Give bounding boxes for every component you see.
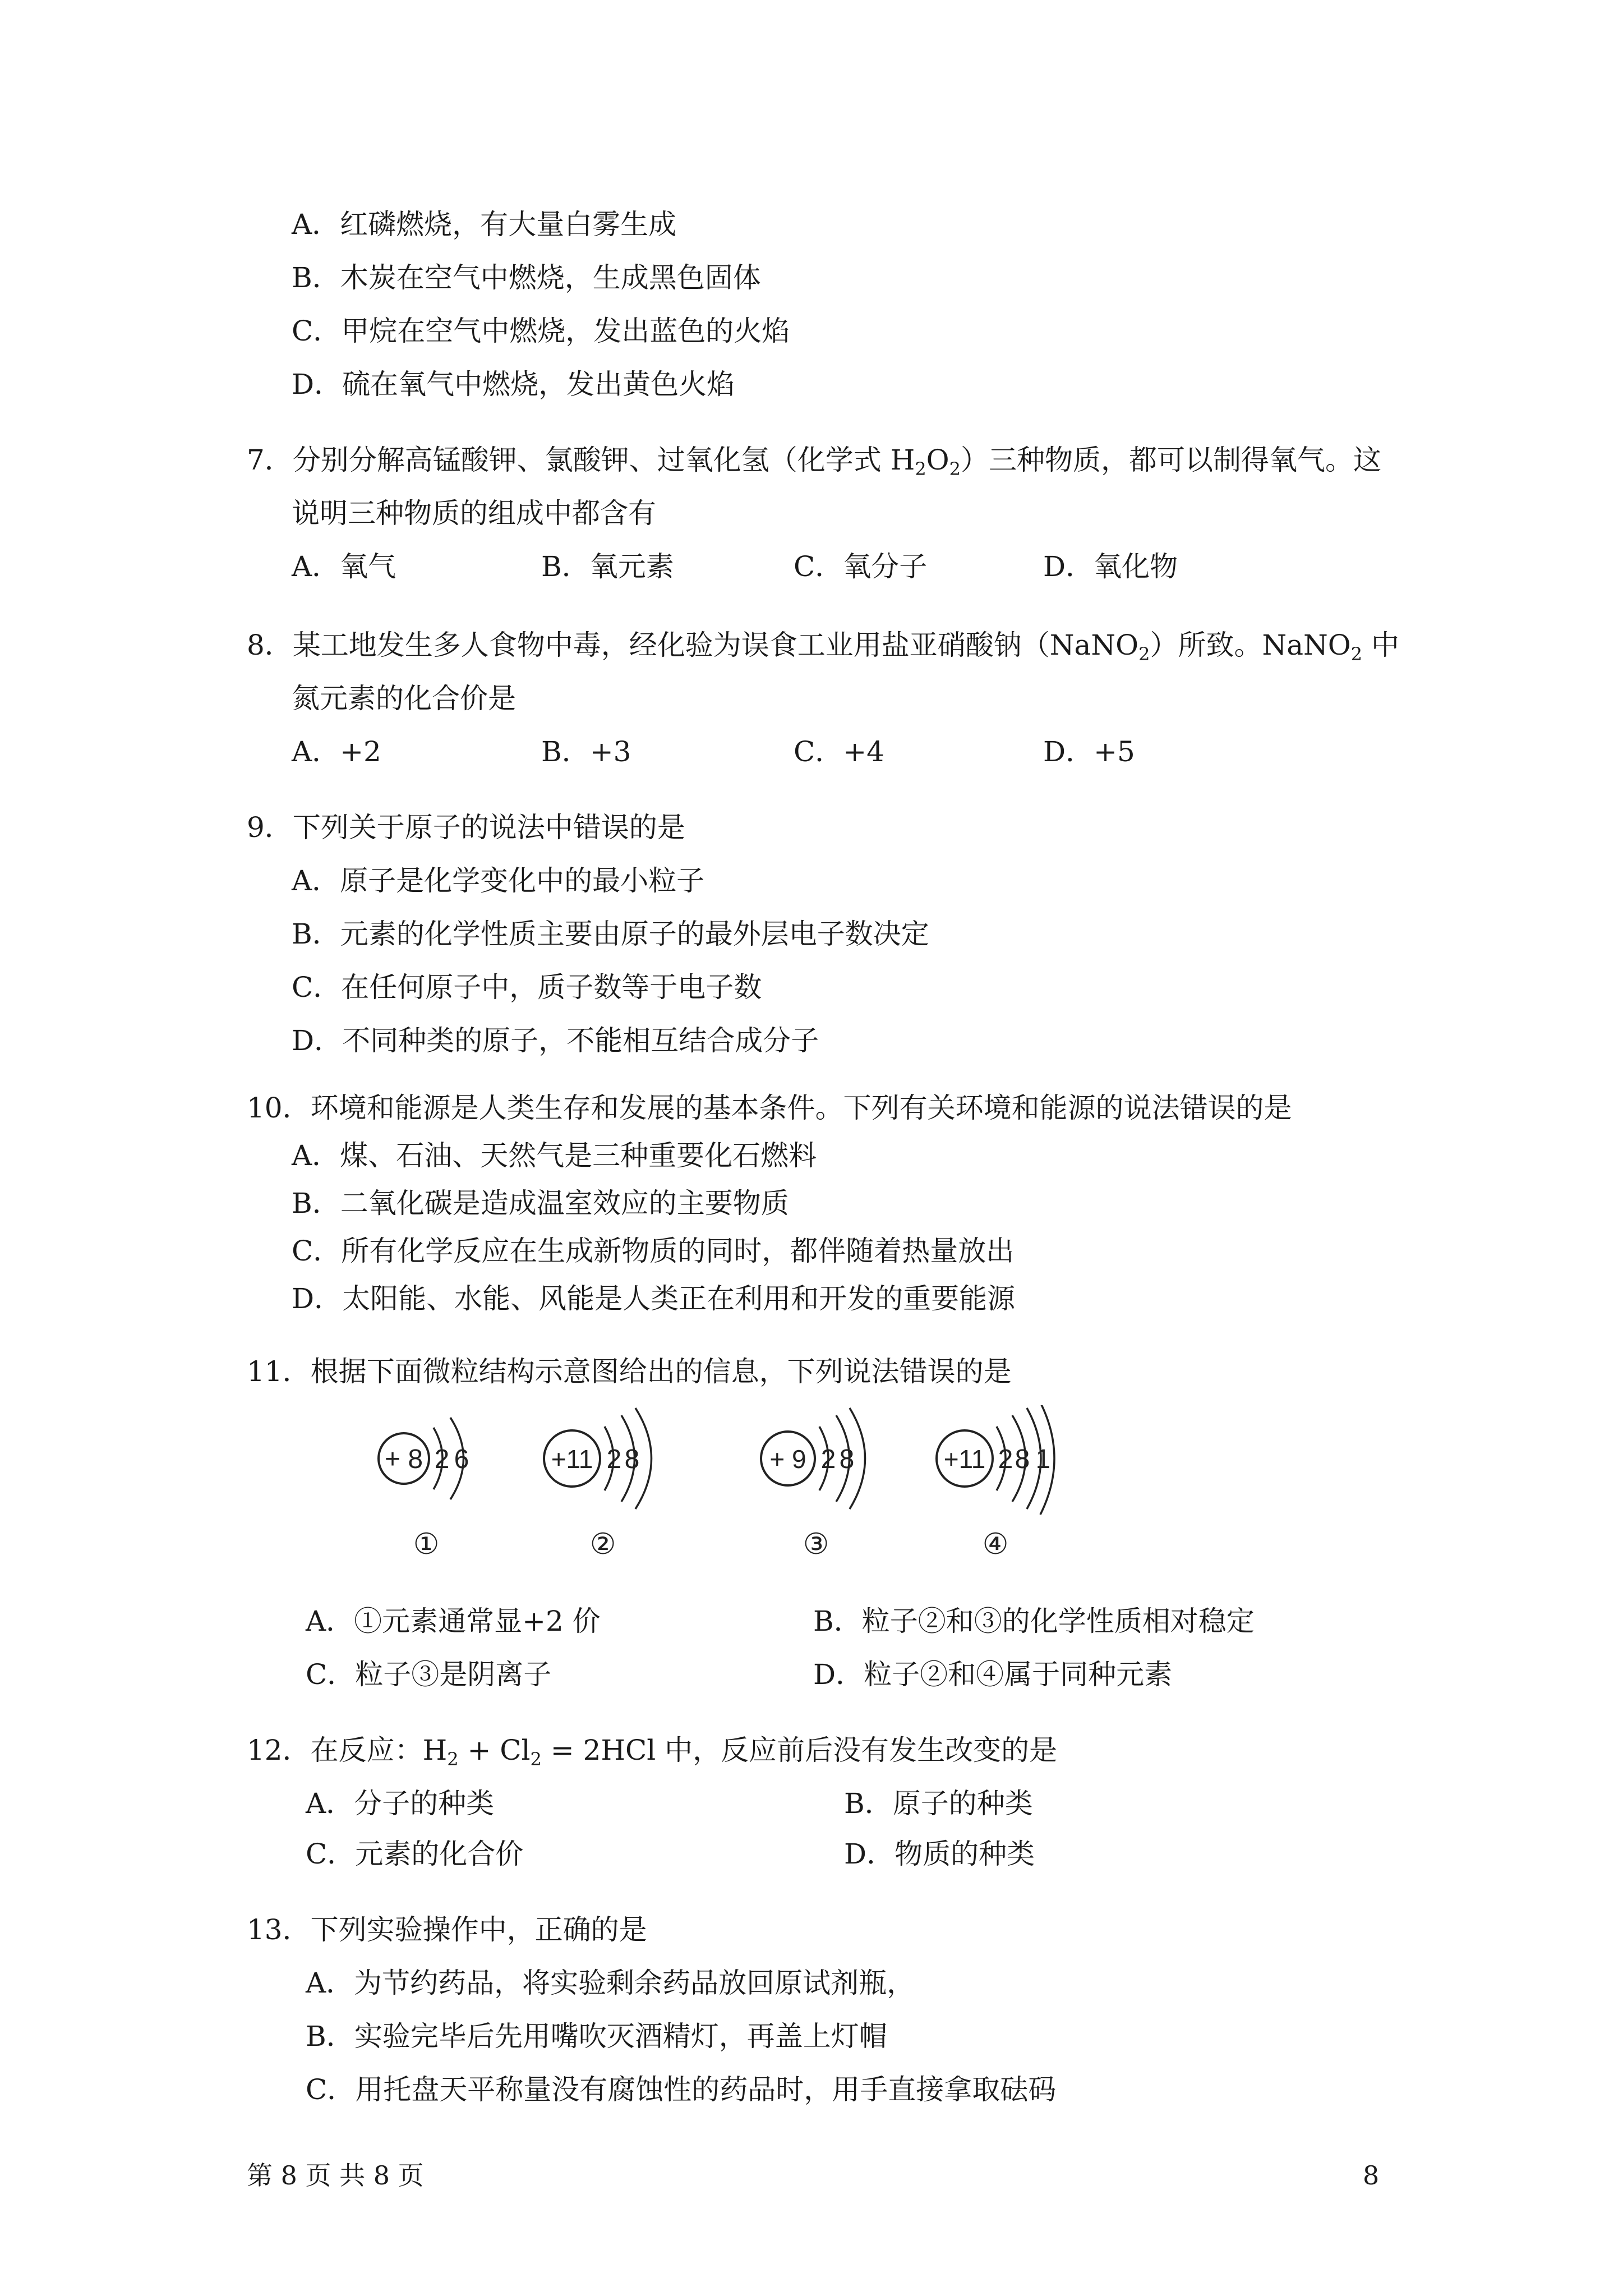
page-number: 8 (1363, 2160, 1380, 2191)
particle-1-nucleus: + 8 (384, 1444, 423, 1474)
particle-3-shell-1: 2 (820, 1444, 836, 1474)
q12-option-c: C．元素的化合价 (306, 1838, 524, 1870)
q8-option-b: B．+3 (541, 735, 631, 768)
q6-option-b: B．木炭在空气中燃烧，生成黑色固体 (292, 261, 761, 294)
q9-option-b: B．元素的化学性质主要由原子的最外层电子数决定 (292, 918, 929, 950)
q10-stem: 10．环境和能源是人类生存和发展的基本条件。下列有关环境和能源的说法错误的是 (247, 1092, 1292, 1124)
q6-option-d: D．硫在氧气中燃烧，发出黄色火焰 (292, 368, 735, 401)
q10-option-b: B．二氧化碳是造成温室效应的主要物质 (292, 1187, 789, 1220)
q10-option-a: A．煤、石油、天然气是三种重要化石燃料 (292, 1139, 817, 1172)
q11-option-d: D．粒子②和④属于同种元素 (813, 1658, 1173, 1691)
particle-1-label: ① (413, 1528, 440, 1561)
q12-stem: 12．在反应：$H_2 + Cl_2 = 2HCl$ 中，反应前后没有发生改变的是 (247, 1734, 1058, 1770)
q8-option-d: D．+5 (1043, 735, 1135, 768)
q13-option-a: A．为节约药品，将实验剩余药品放回原试剂瓶， (306, 1967, 915, 1999)
particle-4-label: ④ (982, 1528, 1009, 1561)
q13-option-c: C．用托盘天平称量没有腐蚀性的药品时，用手直接拿取砝码 (306, 2073, 1057, 2106)
q9-option-c: C．在任何原子中，质子数等于电子数 (292, 971, 762, 1004)
q8-stem: 8．某工地发生多人食物中毒，经化验为误食工业用盐亚硝酸钠（NaNO$_2$）所致。NaNO$_2$ 中 (247, 629, 1400, 665)
particle-2-label: ② (589, 1528, 616, 1561)
particle-1 (379, 1418, 469, 1561)
q13-stem: 13．下列实验操作中，正确的是 (247, 1913, 647, 1946)
q10-option-c: C．所有化学反应在生成新物质的同时，都伴随着热量放出 (292, 1235, 1015, 1267)
particle-4-shell-1: 2 (998, 1444, 1013, 1474)
page-footer-left: 第 8 页 共 8 页 (247, 2160, 424, 2191)
q7-option-d: D．氧化物 (1043, 550, 1178, 583)
particle-1-shell-2: 6 (454, 1444, 469, 1474)
particle-3-shell-2: 8 (839, 1444, 855, 1474)
q8-stem-line2: 氮元素的化合价是 (292, 682, 516, 715)
q10-option-d: D．太阳能、水能、风能是人类正在利用和开发的重要能源 (292, 1282, 1016, 1315)
q7-stem-line2: 说明三种物质的组成中都含有 (292, 497, 656, 530)
q11-option-c: C．粒子③是阴离子 (306, 1658, 552, 1691)
q7-option-b: B．氧元素 (541, 550, 674, 583)
q8-option-c: C．+4 (794, 735, 884, 768)
q11-stem: 11．根据下面微粒结构示意图给出的信息，下列说法错误的是 (247, 1355, 1012, 1388)
q12-option-d: D．物质的种类 (844, 1838, 1035, 1870)
q7-option-a: A．氧气 (292, 550, 396, 583)
q11-option-b: B．粒子②和③的化学性质相对稳定 (813, 1605, 1255, 1637)
particle-4-shell-3: 1 (1035, 1444, 1051, 1474)
particle-4-nucleus: +11 (943, 1444, 986, 1474)
q6-option-a: A．红磷燃烧，有大量白雾生成 (292, 208, 677, 241)
particle-1-shell-1: 2 (434, 1444, 450, 1474)
particle-3-nucleus: + 9 (769, 1444, 806, 1474)
atomic-structure-diagrams (367, 1405, 1068, 1573)
q6-option-c: C．甲烷在空气中燃烧，发出蓝色的火焰 (292, 315, 790, 347)
q13-option-b: B．实验完毕后先用嘴吹灭酒精灯，再盖上灯帽 (306, 2020, 887, 2053)
q9-stem: 9．下列关于原子的说法中错误的是 (247, 811, 685, 844)
q12-option-b: B．原子的种类 (844, 1787, 1033, 1820)
particle-2 (544, 1408, 652, 1561)
particle-2-nucleus: +11 (551, 1444, 593, 1474)
particle-4 (937, 1405, 1054, 1561)
q9-option-d: D．不同种类的原子，不能相互结合成分子 (292, 1024, 819, 1057)
particle-2-shell-1: 2 (606, 1444, 622, 1474)
q11-option-a: A．①元素通常显+2 价 (306, 1605, 601, 1637)
particle-3-label: ③ (803, 1528, 829, 1561)
particle-4-shell-2: 8 (1015, 1444, 1030, 1474)
particle-2-shell-2: 8 (624, 1444, 640, 1474)
q7-stem: 7．分别分解高锰酸钾、氯酸钾、过氧化氢（化学式 $H_2O_2$）三种物质，都可以制得氧气。这 (247, 444, 1382, 480)
q8-option-a: A．+2 (292, 735, 381, 768)
q9-option-a: A．原子是化学变化中的最小粒子 (292, 864, 705, 897)
particle-3 (761, 1408, 865, 1561)
q7-option-c: C．氧分子 (794, 550, 928, 583)
q12-option-a: A．分子的种类 (306, 1787, 495, 1820)
